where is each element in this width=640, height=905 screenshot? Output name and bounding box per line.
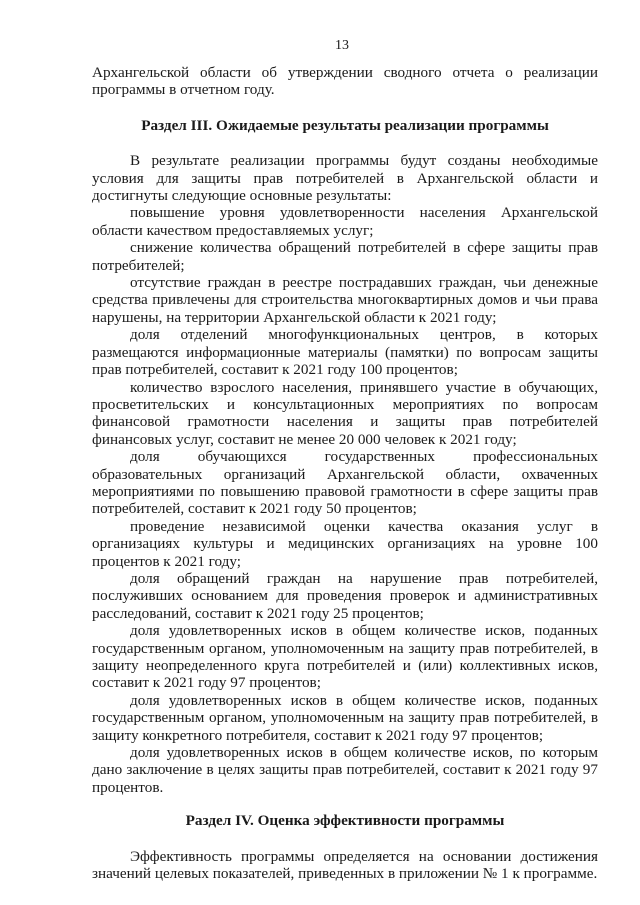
result-item: доля обращений граждан на нарушение прав потребителей, послуживших основанием для проведения проверок и административных расследований, составит к 2021 году 25 процентов; (92, 569, 598, 622)
result-item: повышение уровня удовлетворенности населения Архангельской области качеством предоставляемых услуг; (92, 204, 598, 239)
result-item: доля удовлетворенных исков в общем количестве исков, поданных государственным органом, уполномоченным на защиту прав потребителей, в защиту неопределенного круга потребителей и (или) коллективных исков, составит к 2021 году 97 процентов; (92, 622, 598, 692)
intro-paragraph: Архангельской области об утверждении сводного отчета о реализации программы в отчетном году. (92, 64, 598, 99)
result-item: доля удовлетворенных исков в общем количестве исков, по которым дано заключение в целях защиты прав потребителей, составит к 2021 году 97 процентов. (92, 744, 598, 796)
section-4-heading: Раздел IV. Оценка эффективности программы (185, 812, 505, 830)
section-3-heading: Раздел III. Ожидаемые результаты реализации программы (141, 116, 549, 134)
result-item: доля обучающихся государственных профессиональных образовательных организаций Архангельской области, охваченных мероприятиями по повышению правовой грамотности в сфере защиты прав потребителей, составит к 2021 году 50 процентов; (92, 448, 598, 518)
result-item: проведение независимой оценки качества оказания услуг в организациях культуры и медицинских организациях на уровне 100 процентов к 2021 году; (92, 517, 598, 570)
section-4-body (92, 848, 598, 883)
document-page (92, 38, 598, 882)
result-item: снижение количества обращений потребителей в сфере защиты прав потребителей; (92, 239, 598, 274)
result-item: доля удовлетворенных исков в общем количестве исков, поданных государственным органом, уполномоченным на защиту прав потребителей, в защиту конкретного потребителя, составит к 2021 году 97 процентов; (92, 691, 598, 744)
page-number: 13 (335, 38, 349, 53)
section-3-lead: В результате реализации программы будут созданы необходимые условия для защиты прав потребителей в Архангельской области и достигнуты следующие основные результаты: (92, 152, 598, 205)
result-item: количество взрослого населения, принявшего участие в обучающих, просветительских и консультационных мероприятиях по вопросам финансовой грамотности населения и защиты прав потребителей финансовых услуг, составит не менее 20 000 человек к 2021 году; (92, 378, 598, 448)
section-3-body (92, 152, 598, 796)
result-item: отсутствие граждан в реестре пострадавших граждан, чьи денежные средства привлечены для строительства многоквартирных домов и чьи права нарушены, на территории Архангельской области к 2021 году; (92, 274, 598, 326)
result-item: доля отделений многофункциональных центров, в которых размещаются информационные материалы (памятки) по вопросам защиты прав потребителей, составит к 2021 году 100 процентов; (92, 326, 598, 379)
section-4-paragraph: Эффективность программы определяется на основании достижения значений целевых показателей, приведенных в приложении № 1 к программе. (92, 847, 598, 883)
